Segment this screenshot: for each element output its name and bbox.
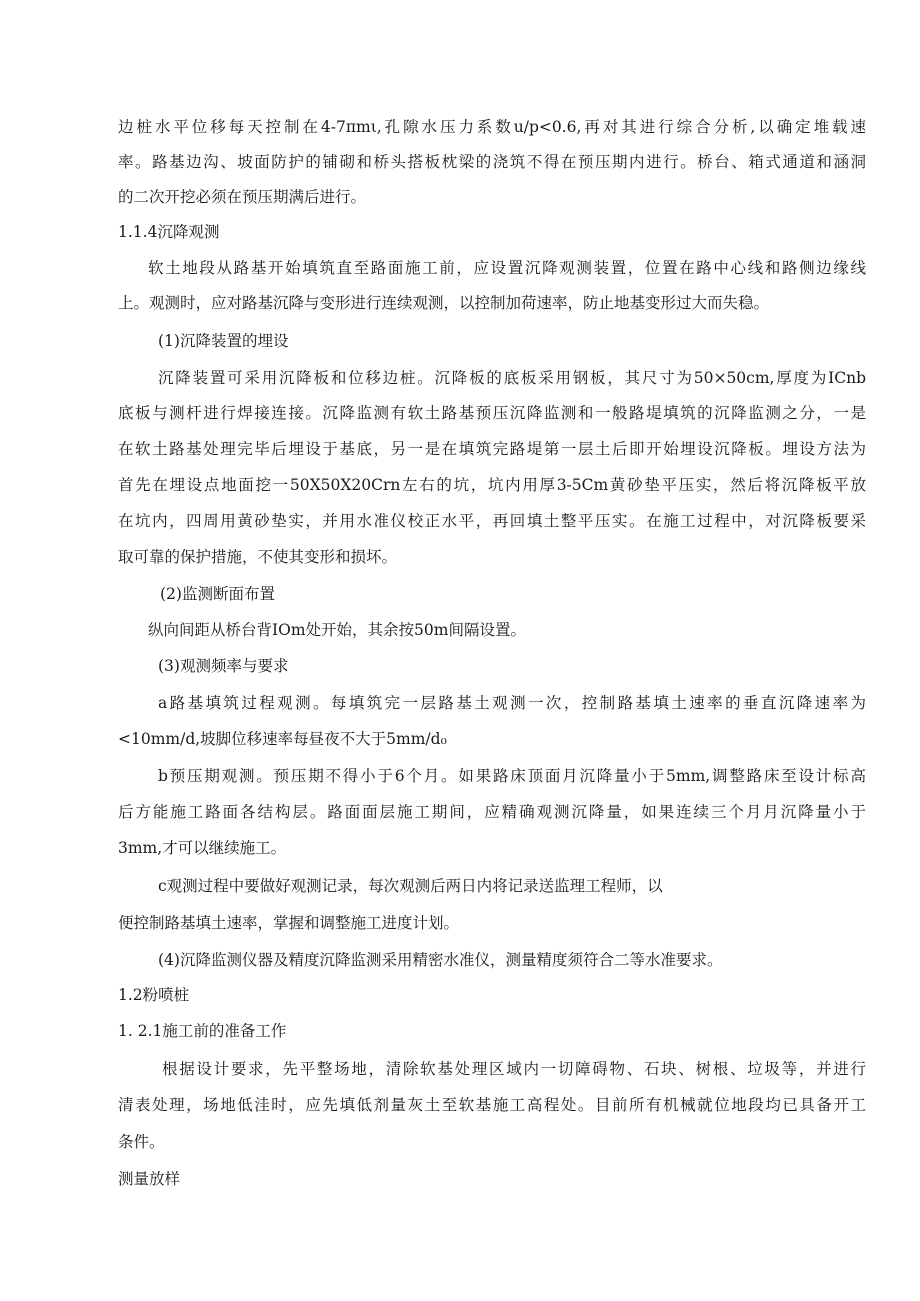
paragraph-line-11: <10mm/d,坡脚位移速率每昼夜不大于5mm/d₀ [118, 730, 447, 748]
paragraph-line-9: 纵向间距从桥台背IOm处开始，其余按50m间隔设置。 [148, 621, 526, 639]
text-line-2: 率。路基边沟、坡面防护的铺砌和桥头搭板枕梁的浇筑不得在预压期内进行。桥台、箱式通道和涵洞 [118, 153, 866, 171]
paragraph-line-7: 在坑内，四周用黄砂垫实，并用水准仪校正水平，再回填土整平压实。在施工过程中，对沉降板要采 [118, 512, 866, 530]
paragraph-line-8: 取可靠的保护措施，不使其变形和损坏。 [118, 548, 398, 566]
paragraph-line-17: (4)沉降监测仪器及精度沉降监测采用精密水准仪，测量精度须符合二等水准要求。 [158, 951, 723, 969]
paragraph-line-12: b预压期观测。预压期不得小于6个月。如果路床顶面月沉降量小于5mm,调整路床至设计标高 [158, 767, 866, 785]
section-heading-survey: 测量放样 [118, 1170, 181, 1188]
text-line-3: 的二次开挖必须在预压期满后进行。 [118, 188, 367, 206]
paragraph-line-15: c观测过程中要做好观测记录，每次观测后两日内将记录送监理工程师，以 [158, 877, 663, 895]
paragraph-line-6: 首先在埋设点地面挖一50X50X20Crn左右的坑，坑内用厚3-5Cm黄砂垫平压实，然后将沉降板平放 [118, 476, 866, 494]
paragraph-line-20: 条件。 [118, 1133, 165, 1151]
paragraph-line-13: 后方能施工路面各结构层。路面面层施工期间，应精确观测沉降量，如果连续三个月月沉降量小于 [118, 803, 866, 821]
text-line-1: 边桩水平位移每天控制在4-7πmι,孔隙水压力系数u/p<0.6,再对其进行综合分析,以确定堆载速 [118, 118, 866, 136]
paragraph-line-18: 根据设计要求，先平整场地，清除软基处理区域内一切障碍物、石块、树根、垃圾等，并进行 [162, 1060, 866, 1078]
paragraph-line-14: 3mm,才可以继续施工。 [118, 839, 287, 857]
subheading-2: (2)监测断面布置 [160, 585, 275, 603]
subheading-3: (3)观测频率与要求 [158, 657, 289, 675]
paragraph-line-4: 底板与测杆进行焊接连接。沉降监测有软土路基预压沉降监测和一般路堤填筑的沉降监测之分，一是 [118, 404, 866, 422]
section-heading-1-1-4: 1.1.4沉降观测 [118, 223, 220, 241]
paragraph-line-10: a路基填筑过程观测。每填筑完一层路基土观测一次，控制路基填土速率的垂直沉降速率为 [158, 694, 866, 712]
section-heading-1-2-1: 1. 2.1施工前的准备工作 [118, 1022, 287, 1040]
section-heading-1-2: 1.2粉喷桩 [118, 986, 190, 1004]
paragraph-line-16: 便控制路基填土速率，掌握和调整施工进度计划。 [118, 914, 460, 932]
paragraph-line-1: 软土地段从路基开始填筑直至路面施工前，应设置沉降观测装置，位置在路中心线和路侧边缘线 [148, 259, 866, 277]
paragraph-line-3: 沉降装置可采用沉降板和位移边桩。沉降板的底板采用钢板，其尺寸为50×50cm,厚度为ICnb [158, 369, 866, 387]
paragraph-line-2: 上。观测时，应对路基沉降与变形进行连续观测，以控制加荷速率，防止地基变形过大而失稳。 [118, 294, 770, 312]
paragraph-line-19: 清表处理，场地低洼时，应先填低剂量灰土至软基施工高程处。目前所有机械就位地段均已具备开工 [118, 1096, 866, 1114]
subheading-1: (1)沉降装置的埋设 [158, 332, 289, 350]
paragraph-line-5: 在软土路基处理完毕后埋设于基底，另一是在填筑完路堤第一层土后即开始埋设沉降板。埋设方法为 [118, 440, 866, 458]
